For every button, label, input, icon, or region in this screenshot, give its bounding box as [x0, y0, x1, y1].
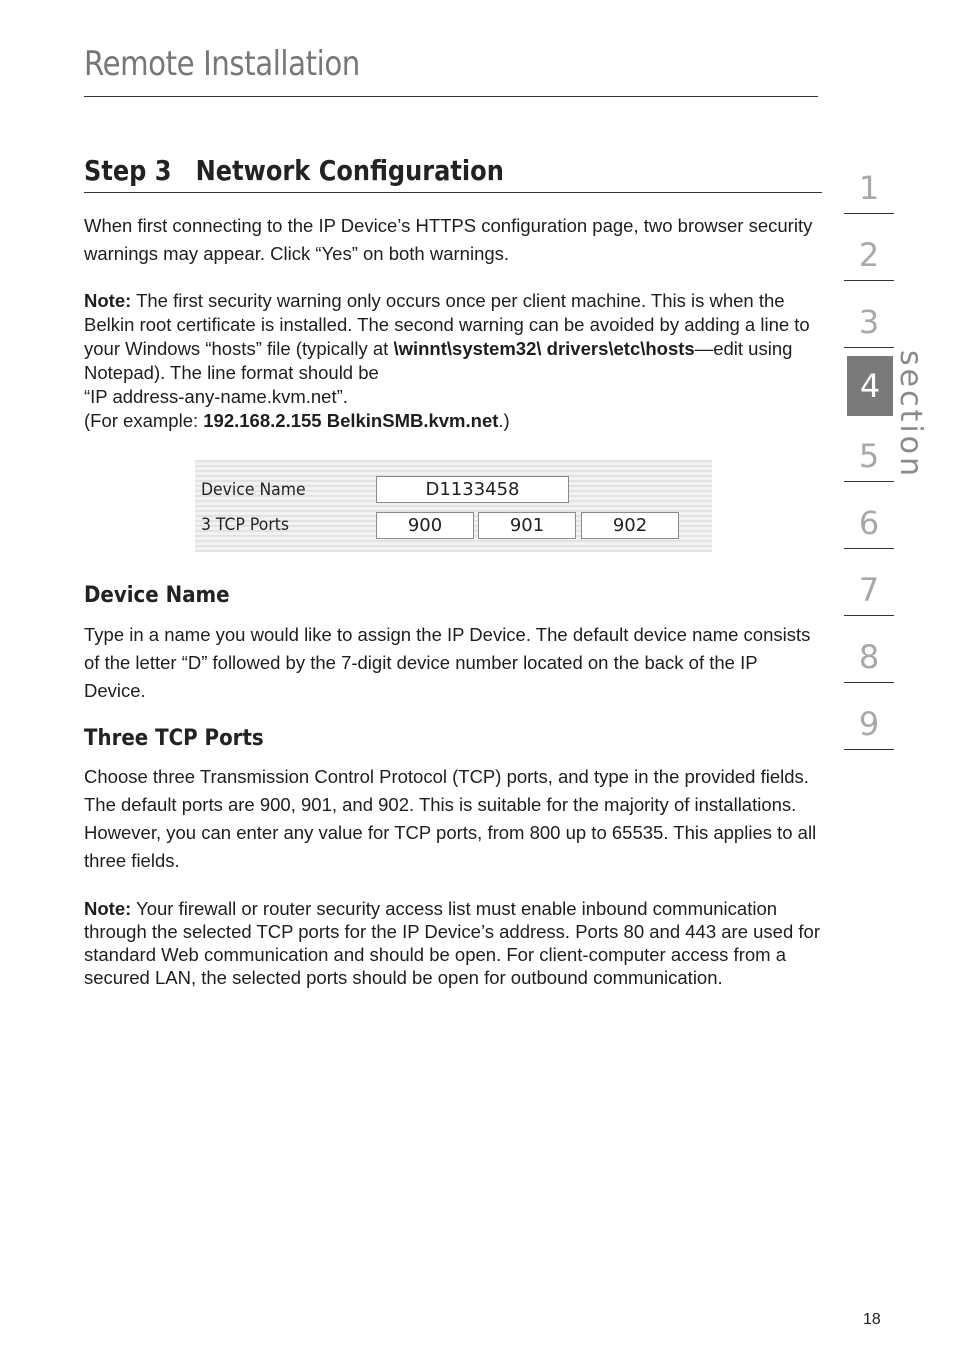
- device-name-heading: Device Name: [84, 583, 230, 608]
- example-value: 192.168.2.155 BelkinSMB.kvm.net: [203, 410, 499, 431]
- section-nav-item-6[interactable]: 6: [844, 503, 894, 549]
- tcp-ports-label: 3 TCP Ports: [201, 515, 290, 535]
- example-suffix: .): [498, 410, 510, 431]
- note-text: Your firewall or router security access list must enable inbound communication through the selected TCP ports for the IP Device’s address. Ports 80 and 443 are used for standard Web communication and should be open. For client-computer access from a secured LAN, the selected ports should be open for outbound communication.: [84, 898, 820, 988]
- section-nav-item-2[interactable]: 2: [844, 235, 894, 281]
- device-name-field: D1133458: [376, 476, 569, 503]
- format-line: “IP address-any-name.kvm.net”.: [84, 386, 348, 407]
- tcp-port-field-1: 900: [376, 512, 474, 539]
- section-nav-item-1[interactable]: 1: [844, 168, 894, 214]
- section-label-text: section: [893, 350, 928, 480]
- device-name-label: Device Name: [201, 480, 306, 500]
- tcp-port-field-2: 901: [478, 512, 576, 539]
- tcp-ports-heading: Three TCP Ports: [84, 726, 264, 751]
- section-nav-item-8[interactable]: 8: [844, 637, 894, 683]
- note-label: Note:: [84, 898, 132, 919]
- section-label: [893, 350, 933, 480]
- intro-paragraph: When first connecting to the IP Device’s HTTPS configuration page, two browser security warnings may appear. Click “Yes” on both warnings.: [84, 215, 813, 264]
- note-paragraph-1: [84, 289, 824, 433]
- hosts-path: \winnt\system32\ drivers\etc\hosts: [393, 338, 695, 359]
- device-name-paragraph: Type in a name you would like to assign the IP Device. The default device name consists of the letter “D” followed by the 7-digit device number located on the back of the IP Device.: [84, 624, 811, 701]
- step-title: [84, 154, 504, 187]
- section-nav-item-7[interactable]: 7: [844, 570, 894, 616]
- page-title: Remote Installation: [84, 44, 360, 84]
- note-text: —edit using Notepad). The line format should be: [84, 338, 793, 383]
- note-label: Note:: [84, 290, 132, 311]
- tcp-ports-paragraph: Choose three Transmission Control Protocol (TCP) ports, and type in the provided fields. The default ports are 900, 901, and 902. This is suitable for the majority of installations. However, you can enter any value for TCP ports, from 800 up to 65535. This applies to all three fields.: [84, 766, 817, 871]
- section-nav-item-3[interactable]: 3: [844, 302, 894, 348]
- config-screenshot: [195, 460, 712, 552]
- note-text: The first security warning only occurs once per client machine. This is when the Belkin root certificate is installed. The second warning can be avoided by adding a line to your Windows “hosts” file (typically at: [84, 290, 810, 359]
- step-number: Step 3: [84, 154, 172, 187]
- step-heading: [84, 150, 822, 193]
- tcp-port-field-3: 902: [581, 512, 679, 539]
- page-number: 18: [863, 1311, 881, 1328]
- step-name: Network Configuration: [195, 154, 504, 187]
- example-prefix: (For example:: [84, 410, 204, 431]
- section-nav-item-5[interactable]: 5: [844, 436, 894, 482]
- page-header: [84, 40, 818, 97]
- note-paragraph-2: [84, 897, 824, 989]
- section-nav-item-4-active[interactable]: 4: [847, 356, 893, 416]
- section-nav-item-9[interactable]: 9: [844, 704, 894, 750]
